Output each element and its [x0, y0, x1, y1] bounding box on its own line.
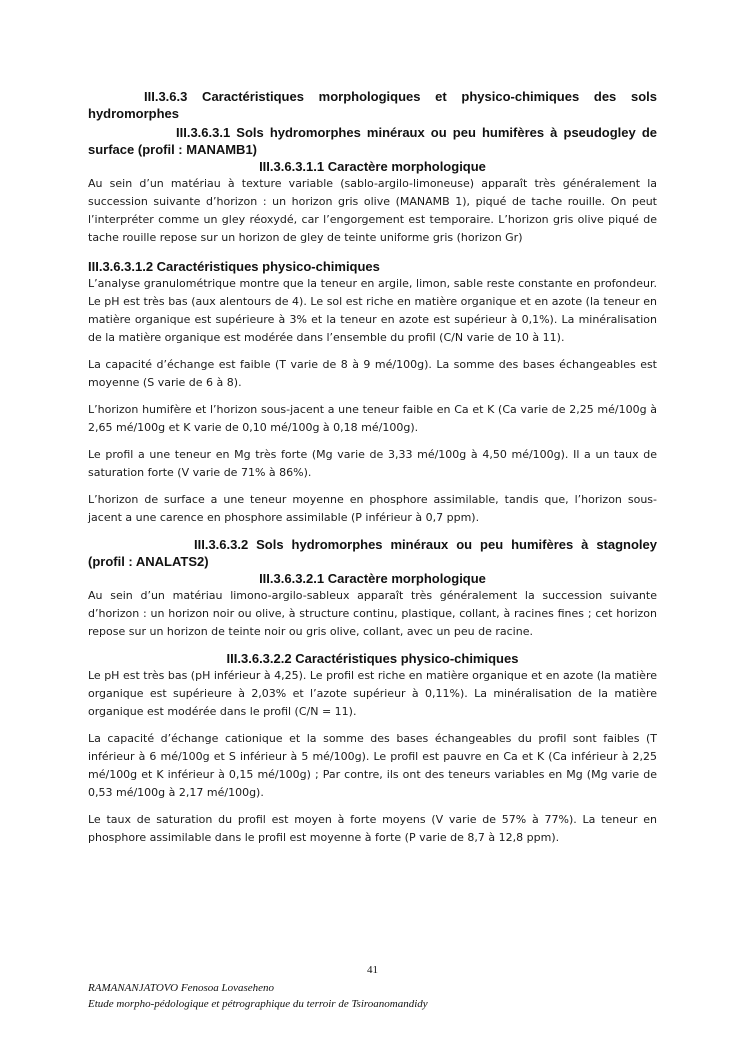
section-heading: III.3.6.3 Caractéristiques morphologiques et physico-chimiques des sols hydromorphes — [88, 89, 657, 121]
paragraph: L’analyse granulométrique montre que la teneur en argile, limon, sable reste constante en profondeur. Le pH est très bas (aux alentours de 4). Le sol est riche en matière organique et en azote (la teneur en matière organique est supérieure à 3% et la teneur en azote est supérieur à 0,1%). La minéralisation de la matière organique est modérée dans l’ensemble du profil (C/N varie de 10 à 11). — [88, 277, 657, 344]
footer-title: Etude morpho-pédologique et pétrographique du terroir de Tsiroanomandidy — [88, 998, 428, 1010]
paragraph: L’horizon de surface a une teneur moyenne en phosphore assimilable, tandis que, l’horizon sous-jacent a une carence en phosphore assimilable (P inférieur à 0,7 ppm). — [88, 493, 657, 524]
subsection-2-heading: III.3.6.3.2 Sols hydromorphes minéraux ou peu humifères à stagnoley (profil : ANALATS2) — [88, 537, 657, 569]
subsection-1-morpho-text: Au sein d’un matériau à texture variable (sablo-argilo-limoneuse) apparaît très généralement la succession suivante d’horizon : un horizon gris olive (MANAMB 1), piqué de tache rouille. On peut l’interpréter comme un gley réoxydé, car l’engorgement est temporaire. L’horizon gris olive piqué de tache rouille repose sur un horizon de gley de teinte uniforme gris (horizon Gr) — [88, 177, 657, 244]
subsection-1-heading: III.3.6.3.1 Sols hydromorphes minéraux ou peu humifères à pseudogley de surface (profil : MANAMB1) — [88, 125, 657, 157]
subsection-2-morpho-heading: III.3.6.3.2.1 Caractère morphologique — [259, 571, 486, 586]
subsection-2-morpho-text: Au sein d’un matériau limono-argilo-sableux apparaît très généralement la succession suivante d’horizon : un horizon noir ou olive, à structure continu, plastique, collant, à racines fines ; cet horizon repose sur un horizon de teinte noir ou gris olive, collant, avec un peu de racine. — [88, 589, 657, 638]
subsection-1-physico-heading: III.3.6.3.1.2 Caractéristiques physico-chimiques — [88, 259, 380, 274]
page-number: 41 — [367, 964, 378, 976]
paragraph: Le profil a une teneur en Mg très forte (Mg varie de 3,33 mé/100g à 4,50 mé/100g). Il a un taux de saturation forte (V varie de 71% à 86%). — [88, 448, 657, 479]
paragraph: La capacité d’échange est faible (T varie de 8 à 9 mé/100g). La somme des bases échangeables est moyenne (S varie de 6 à 8). — [88, 358, 657, 389]
page-content — [88, 88, 657, 847]
paragraph: Le taux de saturation du profil est moyen à forte moyens (V varie de 57% à 77%). La teneur en phosphore assimilable dans le profil est moyenne à forte (P varie de 8,7 à 12,8 ppm). — [88, 813, 657, 844]
paragraph: L’horizon humifère et l’horizon sous-jacent a une teneur faible en Ca et K (Ca varie de 2,25 mé/100g à 2,65 mé/100g et K varie de 0,10 mé/100g à 0,18 mé/100g). — [88, 403, 657, 434]
paragraph: La capacité d’échange cationique et la somme des bases échangeables du profil sont faibles (T inférieur à 6 mé/100g et S inférieur à 5 mé/100g). Le profil est pauvre en Ca et K (Ca inférieur à 2,25 mé/100g et K inférieur à 0,15 mé/100g) ; Par contre, ils ont des teneurs variables en Mg (Mg varie de 0,53 mé/100g à 2,17 mé/100g). — [88, 732, 657, 799]
footer-author: RAMANANJATOVO Fenosoa Lovaseheno — [88, 982, 275, 994]
paragraph: Le pH est très bas (pH inférieur à 4,25). Le profil est riche en matière organique et en azote (la matière organique est supérieure à 2,03% et l’azote supérieur à 0,11%). La minéralisation de la matière organique est modérée dans le profil (C/N = 11). — [88, 669, 657, 718]
page-footer — [88, 980, 657, 1012]
subsection-1-morpho-heading: III.3.6.3.1.1 Caractère morphologique — [259, 159, 486, 174]
subsection-2-physico-heading: III.3.6.3.2.2 Caractéristiques physico-chimiques — [226, 651, 519, 666]
